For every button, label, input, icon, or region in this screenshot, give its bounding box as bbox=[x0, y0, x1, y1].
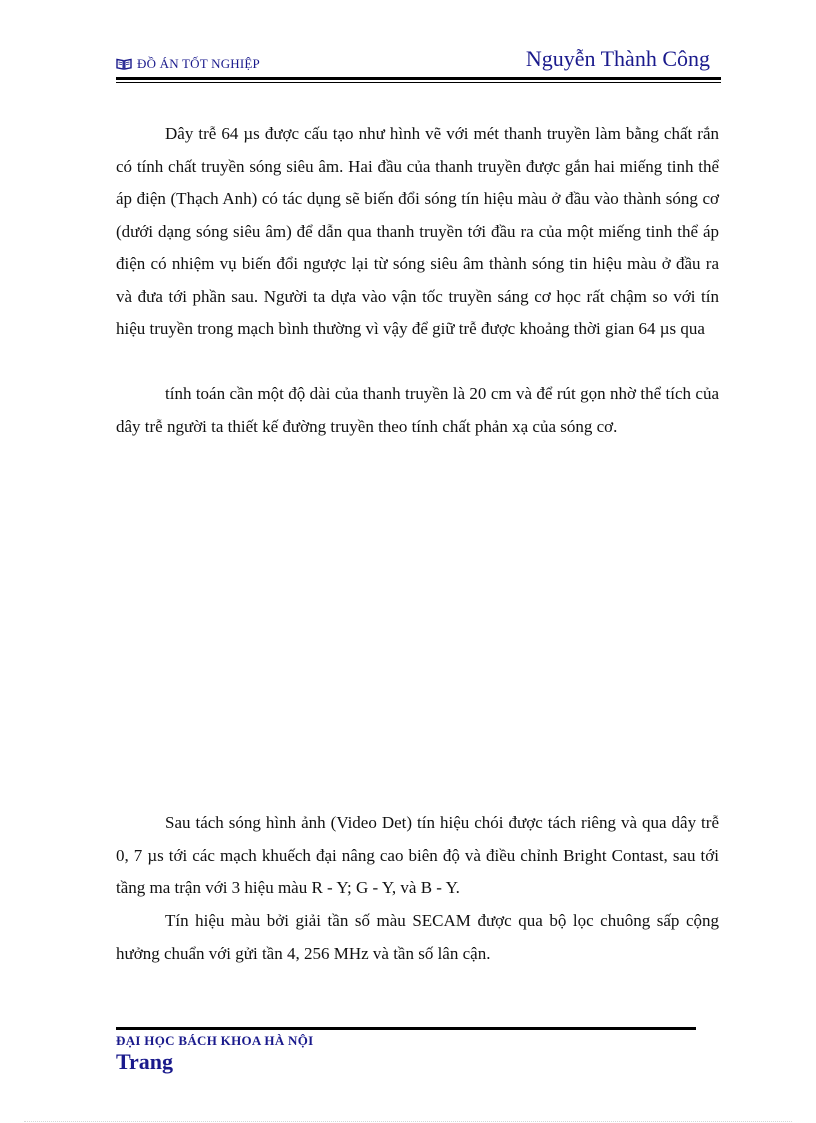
open-book-icon bbox=[116, 58, 132, 70]
university-name: ĐẠI HỌC BÁCH KHOA HÀ NỘI bbox=[116, 1033, 314, 1048]
paragraph-secam-filter: Tín hiệu màu bởi giải tần số màu SECAM được qua bộ lọc chuông sấp cộng hưởng chuẩn với gửi tần 4, 256 MHz và tần số lân cận. bbox=[116, 911, 719, 963]
paragraph-delay-line-calculation: tính toán cần một độ dài của thanh truyền là 20 cm và để rút gọn nhờ thể tích của dây trễ người ta thiết kế đường truyền theo tính chất phản xạ của sóng cơ. bbox=[116, 384, 719, 436]
page-label: Trang bbox=[116, 1049, 174, 1074]
author-name: Nguyễn Thành Công bbox=[525, 46, 710, 71]
header-rule-thin bbox=[116, 82, 721, 83]
page-header bbox=[116, 44, 720, 78]
paragraph-delay-line-structure: Dây trễ 64 µs được cấu tạo như hình vẽ với mét thanh truyền làm bằng chất rắn có tính chất truyền sóng siêu âm. Hai đầu của thanh truyền được gắn hai miếng tinh thể áp điện (Thạch Anh) có tác dụng sẽ biến đổi sóng tín hiệu màu ở đầu vào thành sóng cơ (dưới dạng sóng siêu âm) để dẫn qua thanh truyền tới đầu ra của một miếng tinh thể áp điện có nhiệm vụ biến đổi ngược lại từ sóng siêu âm thành sóng tin hiệu màu ở đầu ra và đưa tới phần sau. Người ta dựa vào vận tốc truyền sáng cơ học rất chậm so với tín hiệu truyền trong mạch bình thường vì vậy để giữ trễ được khoảng thời gian 64 µs qua bbox=[116, 124, 719, 338]
header-rule-thick bbox=[116, 77, 721, 80]
document-type-label: ĐỒ ÁN TỐT NGHIỆP bbox=[137, 56, 260, 71]
page-bottom-border bbox=[24, 1121, 792, 1122]
paragraph-video-detection: Sau tách sóng hình ảnh (Video Det) tín hiệu chói được tách riêng và qua dây trễ 0, 7 µs tới các mạch khuếch đại nâng cao biên độ và điều chỉnh Bright Contast, sau tới tầng ma trận với 3 hiệu màu R - Y; G - Y, và B - Y. bbox=[116, 813, 719, 897]
header-left bbox=[116, 56, 260, 72]
footer-rule bbox=[116, 1027, 696, 1030]
